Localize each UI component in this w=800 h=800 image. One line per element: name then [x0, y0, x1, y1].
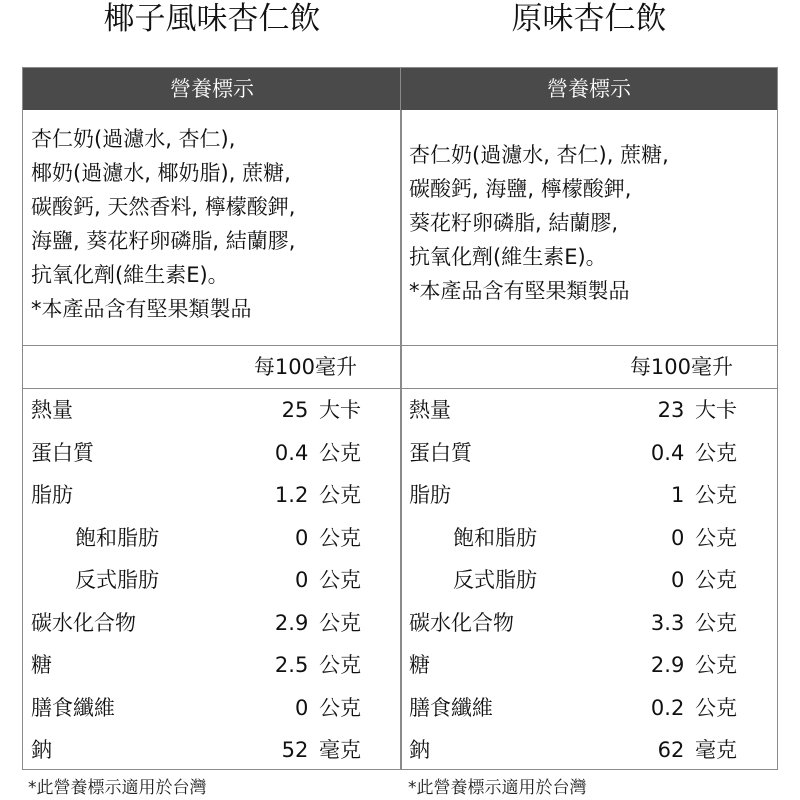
panel-header: 營養標示	[23, 68, 401, 110]
nutrient-value: 25 大卡	[281, 398, 361, 422]
nutrition-panel-coconut	[22, 67, 402, 770]
nutrient-value: 0.4 公克	[650, 440, 737, 465]
nutrient-row-trans-fat	[23, 559, 401, 602]
nutrient-value: 2.9 公克	[274, 610, 361, 635]
nutrient-name: 碳水化合物	[409, 610, 514, 635]
nutrient-name: 脂肪	[31, 483, 73, 507]
allergen-note: *本產品含有堅果類製品	[409, 279, 630, 303]
ingredients-list	[401, 110, 777, 346]
nutrient-name: 飽和脂肪	[75, 525, 159, 550]
nutrient-value: 62 毫克	[657, 738, 737, 762]
nutrient-name: 膳食纖維	[409, 695, 493, 720]
nutrient-row-carbohydrate	[23, 602, 401, 645]
ingredient-line: 抗氧化劑(維生素E)。	[31, 263, 229, 287]
nutrient-row-fat	[401, 474, 777, 517]
nutrient-value: 0.2 公克	[650, 695, 737, 720]
ingredient-line: 海鹽, 葵花籽卵磷脂, 結蘭膠,	[31, 229, 296, 253]
nutrient-row-dietary-fiber	[401, 687, 777, 730]
nutrient-value: 0 公克	[294, 695, 361, 720]
ingredients-list	[23, 110, 401, 346]
ingredient-line: 碳酸鈣, 海鹽, 檸檬酸鉀,	[409, 177, 632, 201]
nutrient-row-fat	[23, 474, 401, 517]
product-title-original: 原味杏仁飲	[511, 1, 667, 37]
nutrient-row-saturated-fat	[23, 517, 401, 560]
nutrient-value: 1.2 公克	[274, 483, 361, 507]
nutrient-value: 23 大卡	[657, 398, 737, 422]
allergen-note: *本產品含有堅果類製品	[31, 297, 252, 321]
nutrient-row-carbohydrate	[401, 602, 777, 645]
product-title-coconut: 椰子風味杏仁飲	[103, 1, 321, 37]
ingredient-line: 葵花籽卵磷脂, 結蘭膠,	[409, 211, 619, 235]
nutrient-name: 鈉	[31, 738, 52, 762]
nutrient-name: 蛋白質	[409, 440, 472, 465]
nutrient-row-dietary-fiber	[23, 687, 401, 730]
nutrient-name: 糖	[409, 653, 430, 677]
nutrient-row-saturated-fat	[401, 517, 777, 560]
nutrient-row-trans-fat	[401, 559, 777, 602]
nutrient-row-calories	[23, 389, 401, 432]
nutrient-name: 脂肪	[409, 483, 451, 507]
nutrient-row-sodium	[401, 729, 777, 770]
nutrient-name: 鈉	[409, 738, 430, 762]
nutrient-name: 蛋白質	[31, 440, 94, 465]
nutrient-name: 碳水化合物	[31, 610, 136, 635]
nutrient-name: 反式脂肪	[75, 568, 159, 592]
nutrient-value: 0.4 公克	[274, 440, 361, 465]
nutrient-value: 0 公克	[670, 525, 737, 550]
panel-header: 營養標示	[401, 68, 777, 110]
ingredient-line: 杏仁奶(過濾水, 杏仁),	[31, 127, 236, 151]
ingredient-line: 杏仁奶(過濾水, 杏仁), 蔗糖,	[409, 143, 669, 167]
nutrient-row-sugar	[401, 644, 777, 687]
footnote-coconut: *此營養標示適用於台灣	[28, 778, 207, 798]
nutrient-value: 0 公克	[670, 568, 737, 592]
nutrient-row-protein	[401, 432, 777, 475]
nutrient-name: 熱量	[31, 398, 73, 422]
nutrient-row-sodium	[23, 729, 401, 770]
nutrient-row-sugar	[23, 644, 401, 687]
ingredient-line: 抗氧化劑(維生素E)。	[409, 245, 607, 269]
per-amount-label: 每100毫升	[23, 346, 401, 389]
per-amount-label: 每100毫升	[401, 346, 777, 389]
nutrient-name: 熱量	[409, 398, 451, 422]
nutrient-value: 0 公克	[294, 568, 361, 592]
nutrient-value: 2.9 公克	[650, 653, 737, 677]
nutrient-value: 0 公克	[294, 525, 361, 550]
nutrient-name: 飽和脂肪	[453, 525, 537, 550]
nutrient-name: 糖	[31, 653, 52, 677]
footnote-original: *此營養標示適用於台灣	[408, 778, 587, 798]
nutrition-panel-original	[400, 67, 778, 770]
ingredient-line: 碳酸鈣, 天然香料, 檸檬酸鉀,	[31, 195, 296, 219]
nutrient-value: 52 毫克	[281, 738, 361, 762]
nutrient-name: 膳食纖維	[31, 695, 115, 720]
nutrient-value: 1 公克	[670, 483, 737, 507]
nutrient-value: 2.5 公克	[274, 653, 361, 677]
nutrient-row-calories	[401, 389, 777, 432]
nutrient-value: 3.3 公克	[650, 610, 737, 635]
ingredient-line: 椰奶(過濾水, 椰奶脂), 蔗糖,	[31, 161, 291, 185]
nutrient-row-protein	[23, 432, 401, 475]
nutrient-name: 反式脂肪	[453, 568, 537, 592]
